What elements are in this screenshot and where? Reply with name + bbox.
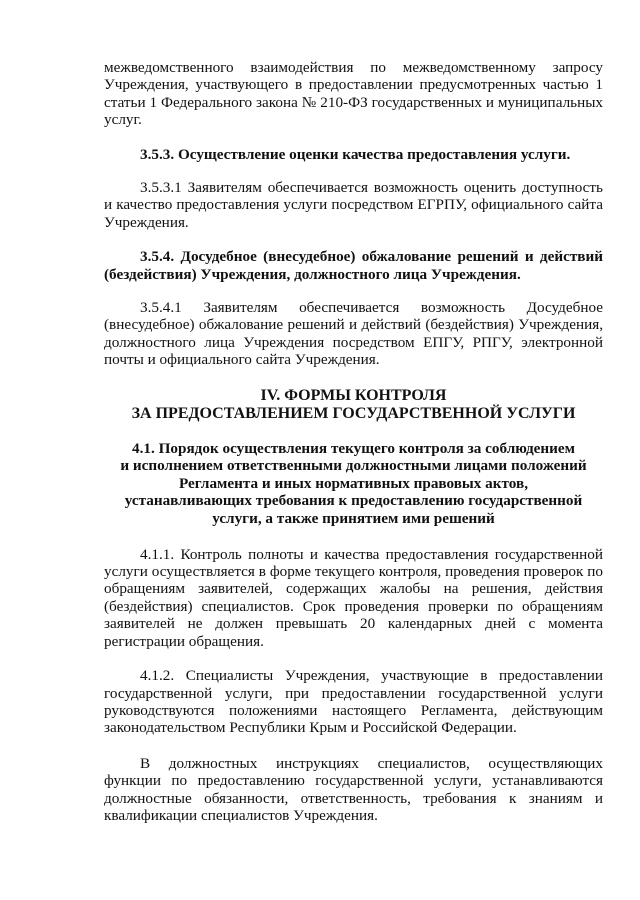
paragraph-4-1-2: 4.1.2. Специалисты Учреждения, участвующие в предоставлении государственной услуги, при предоставлении государственной услуги руководствуются положениями настоящего Регламента, действующим законодательством Республики Крым и Российской Федерации. [104, 667, 603, 737]
section-iv-title-line: IV. ФОРМЫ КОНТРОЛЯ [260, 386, 447, 404]
document-page [104, 59, 603, 824]
subheading-4-1-line: и исполнением ответственными должностными лицами положений [120, 457, 587, 475]
subheading-4-1-line: услуги, а также принятием ими решений [212, 510, 495, 528]
subheading-4-1-line: 4.1. Порядок осуществления текущего контроля за соблюдением [132, 439, 575, 457]
paragraph-3-5-4-1: 3.5.4.1 Заявителям обеспечивается возможность Досудебное (внесудебное) обжалование решений и действий (бездействия) Учреждения, должностного лица Учреждения посредством ЕПГУ, РПГУ, электронной почты и официального сайта Учреждения. [104, 299, 603, 369]
paragraph-4-1-1: 4.1.1. Контроль полноты и качества предоставления государственной услуги осуществляется в форме текущего контроля, проведения проверок по обращениям заявителей, содержащих жалобы на решения, действия (бездействия) специалистов. Срок проведения проверки по обращениям заявителей не должен превышать 20 календарных дней с момента регистрации обращения. [104, 545, 603, 650]
subheading-4-1 [104, 440, 603, 528]
paragraph-continuation: межведомственного взаимодействия по межведомственному запросу Учреждения, участвующего в предоставлении предусмотренных частью 1 статьи 1 Федерального закона № 210-ФЗ государственных и муниципальных услуг. [104, 59, 603, 129]
heading-3-5-4: 3.5.4. Досудебное (внесудебное) обжалование решений и действий (бездействия) Учреждения, должностного лица Учреждения. [104, 248, 603, 283]
heading-3-5-3: 3.5.3. Осуществление оценки качества предоставления услуги. [140, 145, 571, 163]
paragraph-job-instructions: В должностных инструкциях специалистов, осуществляющих функции по предоставлению государственной услуги, устанавливаются должностные обязанности, ответственность, требования к знаниям и квалификации специалистов Учреждения. [104, 754, 603, 824]
subheading-4-1-line: устанавливающих требования к предоставлению государственной [124, 492, 583, 510]
subheading-4-1-line: Регламента и иных нормативных правовых актов, [178, 474, 528, 492]
section-iv-title [104, 387, 603, 423]
section-iv-title-line: ЗА ПРЕДОСТАВЛЕНИЕМ ГОСУДАРСТВЕННОЙ УСЛУГИ [131, 404, 576, 422]
paragraph-3-5-3-1: 3.5.3.1 Заявителям обеспечивается возможность оценить доступность и качество предоставления услуги посредством ЕГРПУ, официального сайта Учреждения. [104, 179, 603, 231]
